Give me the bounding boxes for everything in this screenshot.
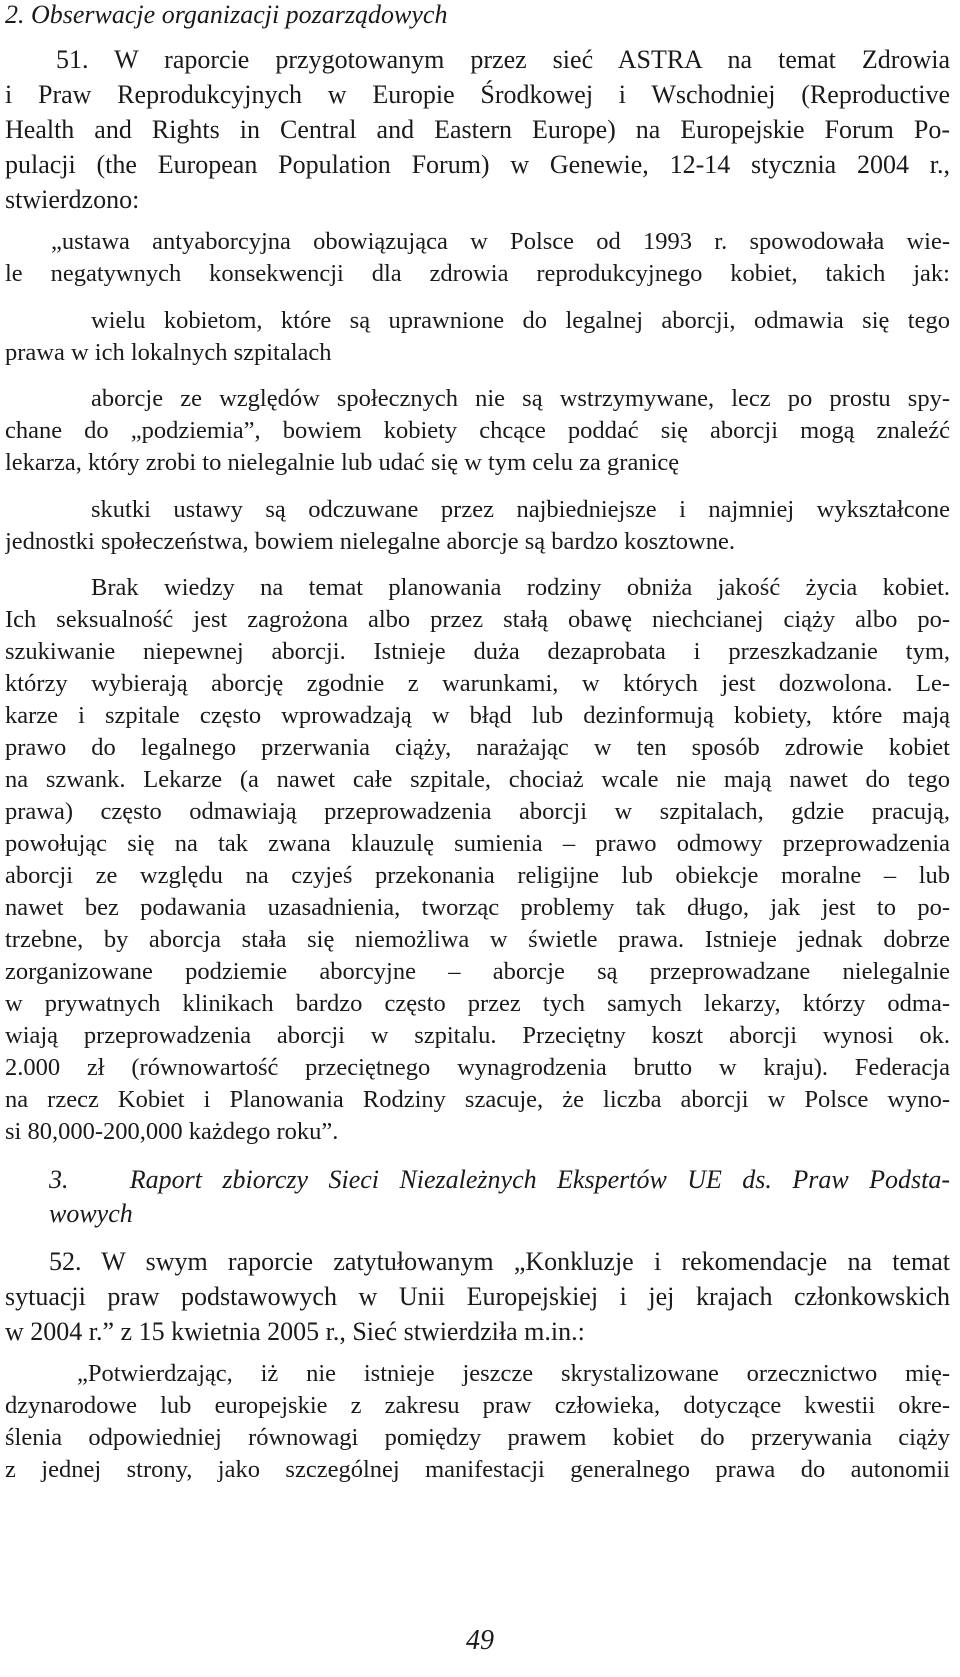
- text-line: karze i szpitale często wprowadzają w błąd lub dezinformują kobiety, które mają: [5, 702, 950, 729]
- text-line: stwierdzono:: [5, 185, 140, 214]
- text-line: jednostki społeczeństwa, bowiem nielegalne aborcje są bardzo kosztowne.: [5, 528, 735, 555]
- text-line: powołując się na tak zwana klauzulę sumienia – prawo odmowy przeprowadzenia: [5, 830, 950, 857]
- text-line: lekarza, który zrobi to nielegalnie lub udać się w tym celu za granicę: [5, 449, 680, 476]
- text-line: wielu kobietom, które są uprawnione do legalnej aborcji, odmawia się tego: [91, 307, 950, 334]
- text-line: skutki ustawy są odczuwane przez najbiedniejsze i najmniej wykształcone: [91, 496, 950, 523]
- text-line: w 2004 r.” z 15 kwietnia 2005 r., Sieć stwierdziła m.in.:: [5, 1317, 585, 1346]
- text-line: z jednej strony, jako szczególnej manifestacji generalnego prawa do autonomii: [5, 1456, 950, 1483]
- text-line: szukiwanie niepewnej aborcji. Istnieje duża dezaprobata i przeszkadzanie tym,: [5, 638, 950, 665]
- text-line: dzynarodowe lub europejskie z zakresu praw człowieka, dotyczące kwestii okre-: [5, 1392, 950, 1419]
- text-line: zorganizowane podziemie aborcyjne – aborcje są przeprowadzane nielegalnie: [5, 958, 950, 985]
- text-line: „Potwierdzając, iż nie istnieje jeszcze skrystalizowane orzecznictwo mię-: [77, 1360, 950, 1387]
- text-line: aborcji ze względu na czyjeś przekonania religijne lub obiekcje moralne – lub: [5, 862, 950, 889]
- text-line: prawo do legalnego przerwania ciąży, narażając w ten sposób zdrowie kobiet: [5, 734, 950, 761]
- text-line: pulacji (the European Population Forum) w Genewie, 12-14 stycznia 2004 r.,: [5, 150, 950, 179]
- text-line: w prywatnych klinikach bardzo często przez tych samych lekarzy, którzy odma-: [5, 990, 950, 1017]
- text-line: le negatywnych konsekwencji dla zdrowia reprodukcyjnego kobiet, takich jak:: [5, 260, 950, 287]
- text-line: Ich seksualność jest zagrożona albo przez stałą obawę niechcianej ciąży albo po-: [5, 606, 950, 633]
- text-line: prawa w ich lokalnych szpitalach: [5, 339, 332, 366]
- text-line: na rzecz Kobiet i Planowania Rodziny szacuje, że liczba aborcji w Polsce wyno-: [5, 1086, 950, 1113]
- page-number: 49: [466, 1625, 494, 1656]
- text-line: nawet bez podawania uzasadnienia, tworząc problemy tak długo, jak jest to po-: [5, 894, 950, 921]
- text-line: „ustawa antyaborcyjna obowiązująca w Polsce od 1993 r. spowodowała wie-: [51, 228, 950, 255]
- heading-line: wowych: [49, 1199, 133, 1228]
- text-line: 51. W raporcie przygotowanym przez sieć ASTRA na temat Zdrowia: [56, 45, 950, 74]
- heading-line: 3. Raport zbiorczy Sieci Niezależnych Ekspertów UE ds. Praw Podsta-: [49, 1165, 950, 1194]
- text-line: si 80,000-200,000 każdego roku”.: [5, 1118, 339, 1145]
- text-line: ślenia odpowiedniej równowagi pomiędzy prawem kobiet do przerywania ciąży: [5, 1424, 950, 1451]
- text-line: Health and Rights in Central and Eastern Europe) na Europejskie Forum Po-: [5, 115, 950, 144]
- text-line: prawa) często odmawiają przeprowadzenia aborcji w szpitalach, gdzie pracują,: [5, 798, 950, 825]
- text-line: chane do „podziemia”, bowiem kobiety chcące poddać się aborcji mogą znaleźć: [5, 417, 950, 444]
- text-line: trzebne, by aborcja stała się niemożliwa w świetle prawa. Istnieje jednak dobrze: [5, 926, 950, 953]
- text-line: i Praw Reprodukcyjnych w Europie Środkowej i Wschodniej (Reproductive: [5, 80, 950, 109]
- text-line: Brak wiedzy na temat planowania rodziny obniża jakość życia kobiet.: [91, 574, 950, 601]
- text-line: sytuacji praw podstawowych w Unii Europejskiej i jej krajach członkowskich: [5, 1282, 950, 1311]
- section-heading: 2. Obserwacje organizacji pozarządowych: [5, 0, 448, 29]
- text-line: wiają przeprowadzenia aborcji w szpitalu. Przeciętny koszt aborcji wynosi ok.: [5, 1022, 950, 1049]
- text-line: na szwank. Lekarze (a nawet całe szpitale, chociaż wcale nie mają nawet do tego: [5, 766, 950, 793]
- text-line: aborcje ze względów społecznych nie są wstrzymywane, lecz po prostu spy-: [91, 385, 950, 412]
- text-line: 52. W swym raporcie zatytułowanym „Konkluzje i rekomendacje na temat: [49, 1247, 950, 1276]
- text-line: 2.000 zł (równowartość przeciętnego wynagrodzenia brutto w kraju). Federacja: [5, 1054, 950, 1081]
- text-line: którzy wybierają aborcję zgodnie z warunkami, w których jest dozwolona. Le-: [5, 670, 950, 697]
